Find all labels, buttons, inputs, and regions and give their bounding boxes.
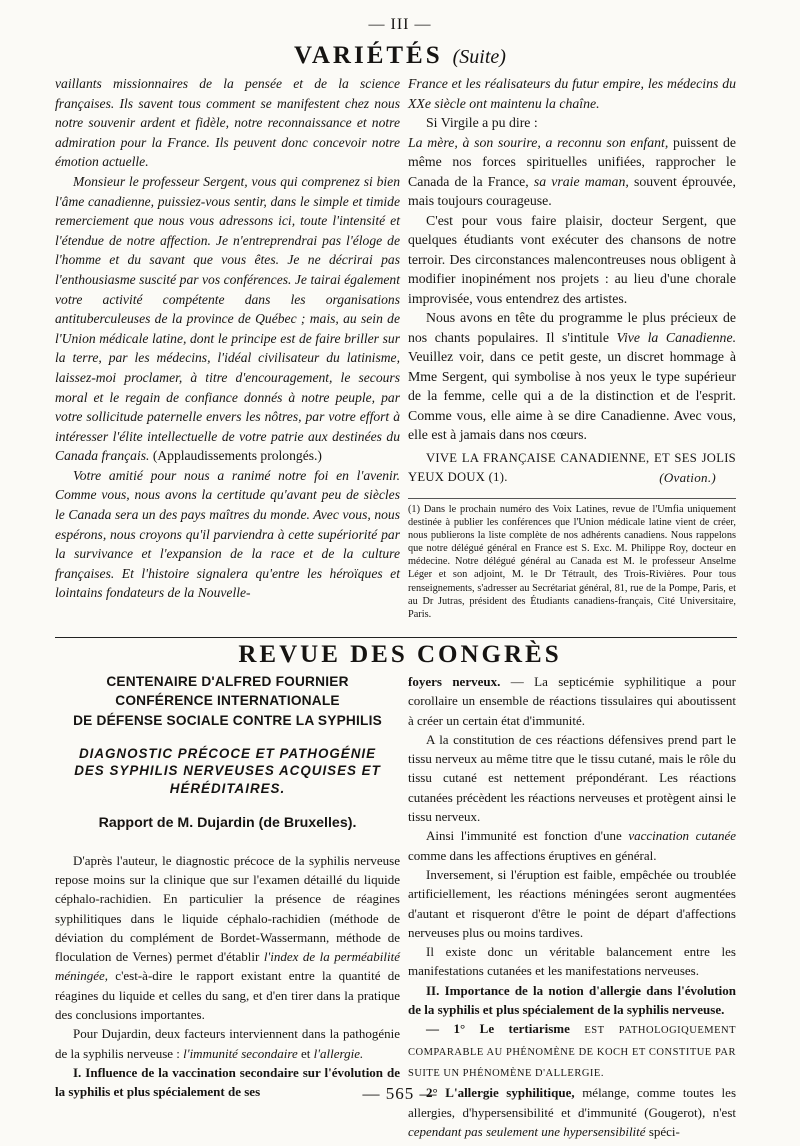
text: D'après l'auteur, le diagnostic précoce de la syphilis nerveuse repose moins sur la clinique que sur l'examen détaillé du liquide céphalo-rachidien. En particulier la présence de réagines syphilitiques dans le liquide céphalo-rachidien (méthode de déviation du complément de Bordet-Wassermann, méthode de floculation de Vernes) permet d'établir — [55, 852, 400, 965]
bold-text: — 1° Le tertiarisme — [426, 1021, 570, 1037]
footnote-rule — [408, 498, 736, 499]
paragraph — [408, 133, 736, 211]
paragraph: vaillants missionnaires de la pensée et de la science françaises. Ils savent tous comment se manifestent chez nous notre souvenir ardent et fidèle, notre reconnaissance et notre admiration pour la France. Ils peuvent donc concevoir notre émotion actuelle. — [55, 76, 400, 170]
text: Veuillez voir, dans ce petit geste, un discret hommage à Mme Sergent, qui symbolise à nos yeux le type supérieur de la femme, celle qui a de la distinction et de l'esprit. Comme vous, elle aime à se dire Canadienne. Avec vous, elle est à jamais dans nos cœurs. — [408, 349, 736, 442]
paragraph — [408, 672, 736, 730]
upper-right-column — [408, 74, 736, 488]
paragraph — [408, 1019, 736, 1083]
paragraph — [55, 1024, 400, 1063]
lower-right-column — [408, 672, 736, 1141]
song-line — [408, 449, 736, 488]
heading-line: DIAGNOSTIC PRÉCOCE ET PATHOGÉNIE — [78, 745, 377, 761]
smallcaps-text: EST PATHOLOGIQUEMENT COMPARABLE AU PHÉNOMÈNE DE KOCH ET CONSTITUE PAR SUITE UN PHÉNOMÈNE D'ALLERGIE. — [408, 1025, 736, 1079]
applause-note: (Applaudissements prolongés.) — [152, 448, 322, 464]
paragraph: Inversement, si l'éruption est faible, empêchée ou troublée artificiellement, les réactions méningées seront augmentées d'autant et risqueront d'être le point de départ d'affections nerveuses plus ou moins tardives. — [408, 866, 736, 940]
centenaire-line: CONFÉRENCE INTERNATIONALE — [115, 693, 340, 709]
italic-text: vaccination cutanée — [628, 828, 736, 844]
paragraph: France et les réalisateurs du futur empire, les médecins du XXe siècle ont maintenu la chaîne. — [408, 76, 736, 111]
text: et — [301, 1045, 311, 1061]
text: Monsieur le professeur Sergent, vous qui comprenez si bien l'âme canadienne, puissiez-vous sentir, dans le simple et timide remerciement que nous vous adressons ici, toute l'intensité et l'étendue de notre affection. Je n'entreprendrai pas l'éloge de l'homme et du savant que vous êtes. Je ne décrirai pas l'enthousiasme suscité par vos conférences. Je tairai également votre activité compétente dans les organisations antituberculeuses de la province de Québec ; mais, au sein de l'Union médicale latine, dont le principe est de faire briller sur la terre, par les médecins, l'idéal civilisateur du latinisme, laissez-moi proclamer, à titre d'encouragement, le secours moral et le regain de confiance donnés à notre peuple, par votre sollicitude paternelle envers les nôtres, par votre effort à intéresser l'élite intellectuelle de votre patrie aux destinées du Canada français. — [55, 173, 400, 464]
section-heading — [0, 42, 800, 70]
ovation-note: (Ovation.) — [659, 470, 716, 485]
song-text: VIVE LA FRANÇAISE CANADIENNE, ET SES JOLIS YEUX DOUX (1). — [408, 450, 736, 484]
text: comme dans les affections éruptives en général. — [408, 847, 657, 863]
paragraph: Si Virgile a pu dire : — [426, 115, 538, 130]
footnote-text: (1) Dans le prochain numéro des Voix Latines, revue de l'Umfia uniquement destinée à publier les conférences que l'Union médicale latine vient de créer, nous publierons la liste complète de nos adhérents canadiens. Nous rappelons que notre délégué général en France est S. Exc. M. Philippe Roy, docteur en médecine. Notre délégué général au Canada est M. le professeur Anselme Léger et son adjoint, M. le Dr Tétrault, des Trois-Rivières. Pour tous renseignements, s'adresser au Secrétariat général, 81, rue de la Pompe, Paris, et au Dr Jutras, président des Étudiants canadiens-français, Cité Universitaire, Paris. — [408, 504, 736, 620]
italic-text: l'allergie. — [313, 1045, 364, 1061]
italic-text: l'immunité secondaire — [183, 1045, 298, 1061]
text: c'est-à-dire le rapport existant entre la quantité de réagines du liquide et celles du sang, et d'en tirer dans la pratique des conclusions importantes. — [55, 968, 400, 1023]
song-title: Vive la Canadienne. — [616, 329, 737, 345]
paragraph: Votre amitié pour nous a ranimé notre foi en l'avenir. Comme vous, nous avons la certitude qu'avant peu de siècles le Canada sera un des pays maîtres du monde. Avec vous, nous espérons, nous croyons qu'il parviendra à cette supériorité par la survivance et l'expansion de la race et de la culture françaises. Et l'histoire signalera qu'entre les héroïques et lointains fondateurs de la Nouvelle- — [55, 467, 400, 601]
paragraph — [408, 826, 736, 865]
paragraph: C'est pour vous faire plaisir, docteur Sergent, que quelques étudiants vont exécuter des chansons de notre terroir. Des circonstances malencontreuses nous obligent à modifier inopinément nos projets : au lieu d'une chorale improvisée, vous entendrez des artistes. — [408, 212, 736, 306]
page-number: — 565 — — [362, 1084, 438, 1103]
bold-text: foyers nerveux. — [408, 674, 501, 689]
rapport-heading: Rapport de M. Dujardin (de Bruxelles). — [98, 814, 357, 831]
diagnostic-heading — [55, 745, 400, 798]
text: — La septicémie syphilitique a pour corollaire un ensemble de réactions tissulaires qui aboutissent à créer un certain état d'immunité. — [408, 674, 736, 728]
text: spéci- — [648, 1123, 680, 1139]
text: Ainsi l'immunité est fonction d'une — [426, 828, 622, 844]
italic-text: l'index de la perméabilité méningée, — [55, 949, 401, 984]
paragraph: A la constitution de ces réactions défensives prend part le tissu nerveux au même titre que le tissu cutané, mais le rôle du tissu cutané est nettement prépondérant. Les réactions cutanées précèdent les réactions nerveuses et protègent ainsi le tissu nerveux. — [408, 731, 736, 825]
paragraph — [55, 851, 400, 1025]
paragraph: Il existe donc un véritable balancement entre les manifestations cutanées et les manifestations nerveuses. — [408, 944, 736, 979]
italic-text: cependant pas seulement une hypersensibilité — [408, 1123, 646, 1139]
bold-text: 2° L'allergie syphilitique, — [426, 1085, 575, 1101]
italic-text: sa vraie maman, — [533, 173, 629, 189]
centenaire-line: DE DÉFENSE SOCIALE CONTRE LA SYPHILIS — [73, 712, 382, 728]
text: Nous avons en tête du programme le plus précieux de nos chants populaires. Il s'intitule — [408, 310, 736, 345]
footnote — [408, 498, 736, 621]
revue-title: REVUE DES CONGRÈS — [238, 641, 562, 668]
subheading: I. Influence de la vaccination secondaire sur l'évolution de la syphilis et plus spécialement de ses — [55, 1064, 400, 1100]
upper-left-column — [55, 74, 400, 603]
heading-line: DES SYPHILIS NERVEUSES ACQUISES ET — [74, 763, 381, 779]
text: Pour Dujardin, deux facteurs interviennent dans la pathogénie de la syphilis nerveuse : — [55, 1026, 400, 1061]
lower-left-column — [55, 672, 400, 1102]
paragraph — [55, 172, 400, 466]
section-suite: (Suite) — [452, 46, 506, 68]
subheading: II. Importance de la notion d'allergie dans l'évolution de la syphilis et plus spécialement de la syphilis nerveuse. — [408, 982, 736, 1018]
text: souvent éprouvée, mais toujours courageuse. — [408, 173, 737, 208]
virgil-quote: La mère, à son sourire, a reconnu son enfant, — [408, 134, 669, 150]
text: mélange, comme toutes les allergies, d'hypersensibilité et d'immunité (Gougerot), n'est — [408, 1085, 737, 1120]
heading-line: HÉRÉDITAIRES. — [169, 781, 286, 797]
centenaire-line: CENTENAIRE D'ALFRED FOURNIER — [106, 674, 349, 689]
paragraph — [408, 308, 736, 445]
section-title: VARIÉTÉS — [294, 42, 443, 69]
text: puissent de même nos forces spirituelles unifiées, rapprocher le Canada de la France, — [408, 134, 737, 189]
roman-page-number: — III — — [368, 16, 432, 33]
section-divider — [55, 637, 737, 638]
